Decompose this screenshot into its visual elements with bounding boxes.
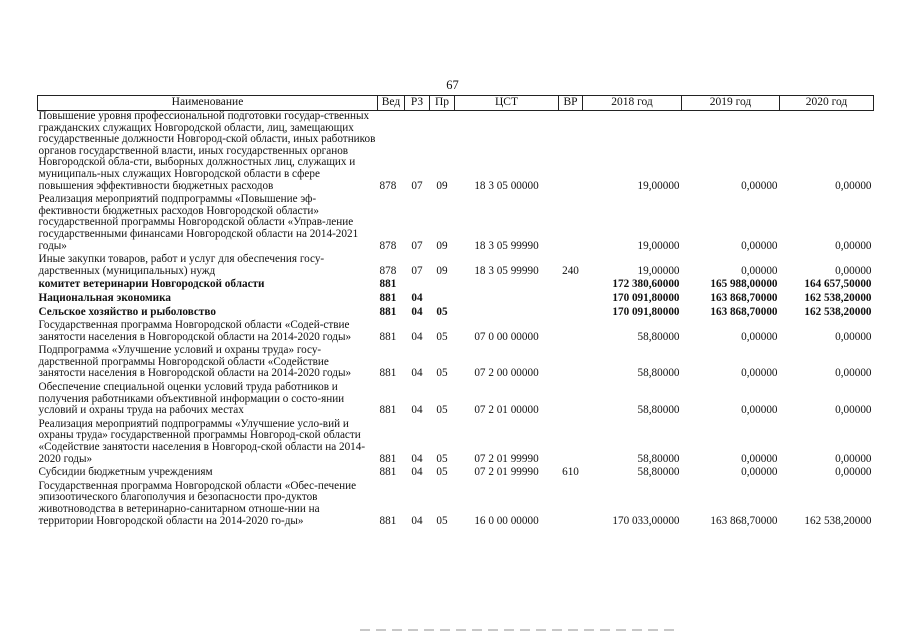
- row-2019: 0,00000: [741, 404, 778, 417]
- header-2019: 2019 год: [682, 96, 780, 111]
- table-row: [38, 307, 874, 321]
- header-cst: ЦСТ: [455, 96, 559, 111]
- row-vr: 610: [562, 466, 579, 479]
- row-2020: 0,00000: [835, 404, 872, 417]
- row-vr: [559, 320, 583, 345]
- row-pr: 05: [436, 404, 448, 417]
- row-pr: 09: [436, 264, 448, 277]
- scan-artifact: [360, 629, 680, 631]
- table-header-row: [38, 96, 874, 111]
- table-row: [38, 320, 874, 345]
- row-pr: 09: [436, 239, 448, 252]
- table-row: [38, 293, 874, 307]
- table-row: [38, 345, 874, 382]
- row-name: комитет ветеринарии Новгородской области: [38, 278, 265, 291]
- row-ved: 881: [379, 367, 397, 380]
- row-2020: 0,00000: [835, 452, 872, 465]
- row-2018: 58,80000: [637, 404, 680, 417]
- row-pr: [430, 293, 455, 307]
- row-ved: 881: [379, 330, 397, 343]
- row-name: Подпрограмма «Улучшение условий и охраны труда» госу-дарственной программы Новгородской области «Содействие занятости населения в Новгородской области на 2014-2020 годы»: [38, 344, 352, 380]
- row-2020: 162 538,20000: [804, 291, 872, 304]
- row-2020: 162 538,20000: [804, 305, 872, 318]
- row-name: Сельское хозяйство и рыболовство: [38, 305, 216, 318]
- row-vr: [559, 345, 583, 382]
- page-number: 67: [446, 78, 459, 92]
- row-2019: 163 868,70000: [710, 291, 778, 304]
- row-2018: 58,80000: [637, 330, 680, 343]
- table-row: [38, 382, 874, 419]
- row-2018: 170 033,00000: [612, 514, 680, 527]
- row-2020: 0,00000: [835, 466, 872, 479]
- row-2019: 165 988,00000: [710, 278, 778, 291]
- row-vr: [559, 293, 583, 307]
- row-rz: 04: [411, 367, 423, 380]
- row-name: Повышение уровня профессиональной подготовки государ-ственных гражданских служащих Новгородской области, лиц, замещающих государственные должности Новгород-ской области, иных работников органов государственной власти, иных государственных органов Новгородской обла-сти, выборных должностных лиц, служащих и муниципаль-ных служащих Новгородской области в сфере повышения эффективности бюджетных расходов: [38, 110, 376, 192]
- row-2020: 0,00000: [835, 239, 872, 252]
- row-vr: [559, 307, 583, 321]
- row-2018: 19,00000: [637, 264, 680, 277]
- row-name: Реализация мероприятий подпрограммы «Повышение эф-фективности бюджетных расходов Новгородской области» государственной программы Новгородской области «Управ-ление государственными финансами Новгородской области на 2014-2021 годы»: [38, 193, 359, 252]
- row-2020: 0,00000: [835, 330, 872, 343]
- table-row: [38, 279, 874, 293]
- row-ved: 881: [379, 466, 397, 479]
- row-pr: 05: [436, 305, 448, 318]
- row-cst: 07 2 00 00000: [474, 367, 539, 380]
- row-vr: [559, 194, 583, 254]
- row-name: Государственная программа Новгородской области «Обес-печение эпизоотического благополучия и безопасности про-дуктов животноводства в ветеринарно-санитарном отношe-нии на территории Новгородской области на 2014-2020 го-ды»: [38, 479, 357, 527]
- table-row: [38, 254, 874, 279]
- row-2019: 163 868,70000: [710, 305, 778, 318]
- row-2019: 0,00000: [741, 330, 778, 343]
- row-ved: 881: [379, 452, 397, 465]
- header-2018: 2018 год: [583, 96, 682, 111]
- row-cst: 18 3 05 00000: [474, 179, 539, 192]
- row-cst: 07 2 01 99990: [474, 452, 539, 465]
- row-rz: 04: [411, 514, 423, 527]
- row-rz: 07: [411, 179, 423, 192]
- table-body: [38, 111, 874, 530]
- table-row: [38, 481, 874, 529]
- row-2019: 0,00000: [741, 367, 778, 380]
- row-ved: 881: [379, 305, 397, 318]
- row-2020: 164 657,50000: [804, 278, 872, 291]
- row-ved: 881: [379, 514, 397, 527]
- table-row: [38, 111, 874, 195]
- header-name: Наименование: [38, 96, 378, 111]
- row-cst: [455, 307, 559, 321]
- row-cst: 07 2 01 99990: [474, 466, 539, 479]
- row-cst: [455, 293, 559, 307]
- row-pr: [430, 279, 455, 293]
- row-rz: 04: [411, 404, 423, 417]
- row-2018: 170 091,80000: [612, 291, 680, 304]
- header-vr: ВР: [559, 96, 583, 111]
- row-cst: 18 3 05 99990: [474, 264, 539, 277]
- row-2018: 58,80000: [637, 367, 680, 380]
- row-2018: 58,80000: [637, 466, 680, 479]
- row-vr: [559, 279, 583, 293]
- table-row: [38, 467, 874, 481]
- row-pr: 05: [436, 466, 448, 479]
- row-name: Государственная программа Новгородской области «Содей-ствие занятости населения в Новгородской области на 2014-2020 годы»: [38, 319, 352, 343]
- row-name: Субсидии бюджетным учреждениям: [38, 466, 213, 479]
- table-row: [38, 194, 874, 254]
- row-pr: 05: [436, 514, 448, 527]
- row-cst: 07 0 00 00000: [474, 330, 539, 343]
- header-rz: РЗ: [405, 96, 430, 111]
- row-rz: 04: [411, 291, 423, 304]
- row-pr: 05: [436, 367, 448, 380]
- row-name: Иные закупки товаров, работ и услуг для обеспечения госу-дарственных (муниципальных) нужд: [38, 253, 325, 277]
- row-2020: 162 538,20000: [804, 514, 872, 527]
- header-pr: Пр: [430, 96, 455, 111]
- row-cst: 18 3 05 99990: [474, 239, 539, 252]
- row-2020: 0,00000: [835, 179, 872, 192]
- row-ved: 881: [379, 278, 397, 291]
- row-ved: 881: [379, 291, 397, 304]
- row-2018: 19,00000: [637, 239, 680, 252]
- row-rz: 07: [411, 264, 423, 277]
- row-vr: [559, 481, 583, 529]
- row-cst: 16 0 00 00000: [474, 514, 539, 527]
- row-pr: 09: [436, 179, 448, 192]
- row-2020: 0,00000: [835, 367, 872, 380]
- row-2019: 0,00000: [741, 179, 778, 192]
- row-rz: 04: [411, 466, 423, 479]
- row-2018: 170 091,80000: [612, 305, 680, 318]
- header-ved: Вед: [378, 96, 405, 111]
- row-2019: 0,00000: [741, 264, 778, 277]
- row-ved: 878: [379, 179, 397, 192]
- row-2018: 172 380,60000: [612, 278, 680, 291]
- row-ved: 878: [379, 239, 397, 252]
- row-rz: 04: [411, 330, 423, 343]
- table-row: [38, 419, 874, 467]
- header-2020: 2020 год: [780, 96, 874, 111]
- row-rz: 07: [411, 239, 423, 252]
- row-2020: 0,00000: [835, 264, 872, 277]
- row-name: Реализация мероприятий подпрограммы «Улучшение усло-вий и охраны труда» государственной программы Новгород-ской области «Содействие занятости населения в Новгород-ской области на 2014-2020 годы»: [38, 417, 366, 465]
- budget-table: [37, 95, 874, 529]
- row-ved: 878: [379, 264, 397, 277]
- row-2019: 0,00000: [741, 466, 778, 479]
- row-2018: 19,00000: [637, 179, 680, 192]
- row-pr: 05: [436, 452, 448, 465]
- row-ved: 881: [379, 404, 397, 417]
- row-pr: 05: [436, 330, 448, 343]
- row-vr: [559, 382, 583, 419]
- row-2019: 0,00000: [741, 239, 778, 252]
- row-cst: 07 2 01 00000: [474, 404, 539, 417]
- row-name: Обеспечение специальной оценки условий труда работников и получения работниками объективной информации о состо-янии условий и охраны труда на рабочих местах: [38, 381, 345, 417]
- row-2018: 58,80000: [637, 452, 680, 465]
- row-vr: [559, 419, 583, 467]
- row-2019: 0,00000: [741, 452, 778, 465]
- row-rz: [405, 279, 430, 293]
- row-rz: 04: [411, 452, 423, 465]
- row-rz: 04: [411, 305, 423, 318]
- row-vr: 240: [562, 264, 579, 277]
- row-vr: [559, 111, 583, 195]
- row-name: Национальная экономика: [38, 291, 171, 304]
- row-2019: 163 868,70000: [710, 514, 778, 527]
- row-cst: [455, 279, 559, 293]
